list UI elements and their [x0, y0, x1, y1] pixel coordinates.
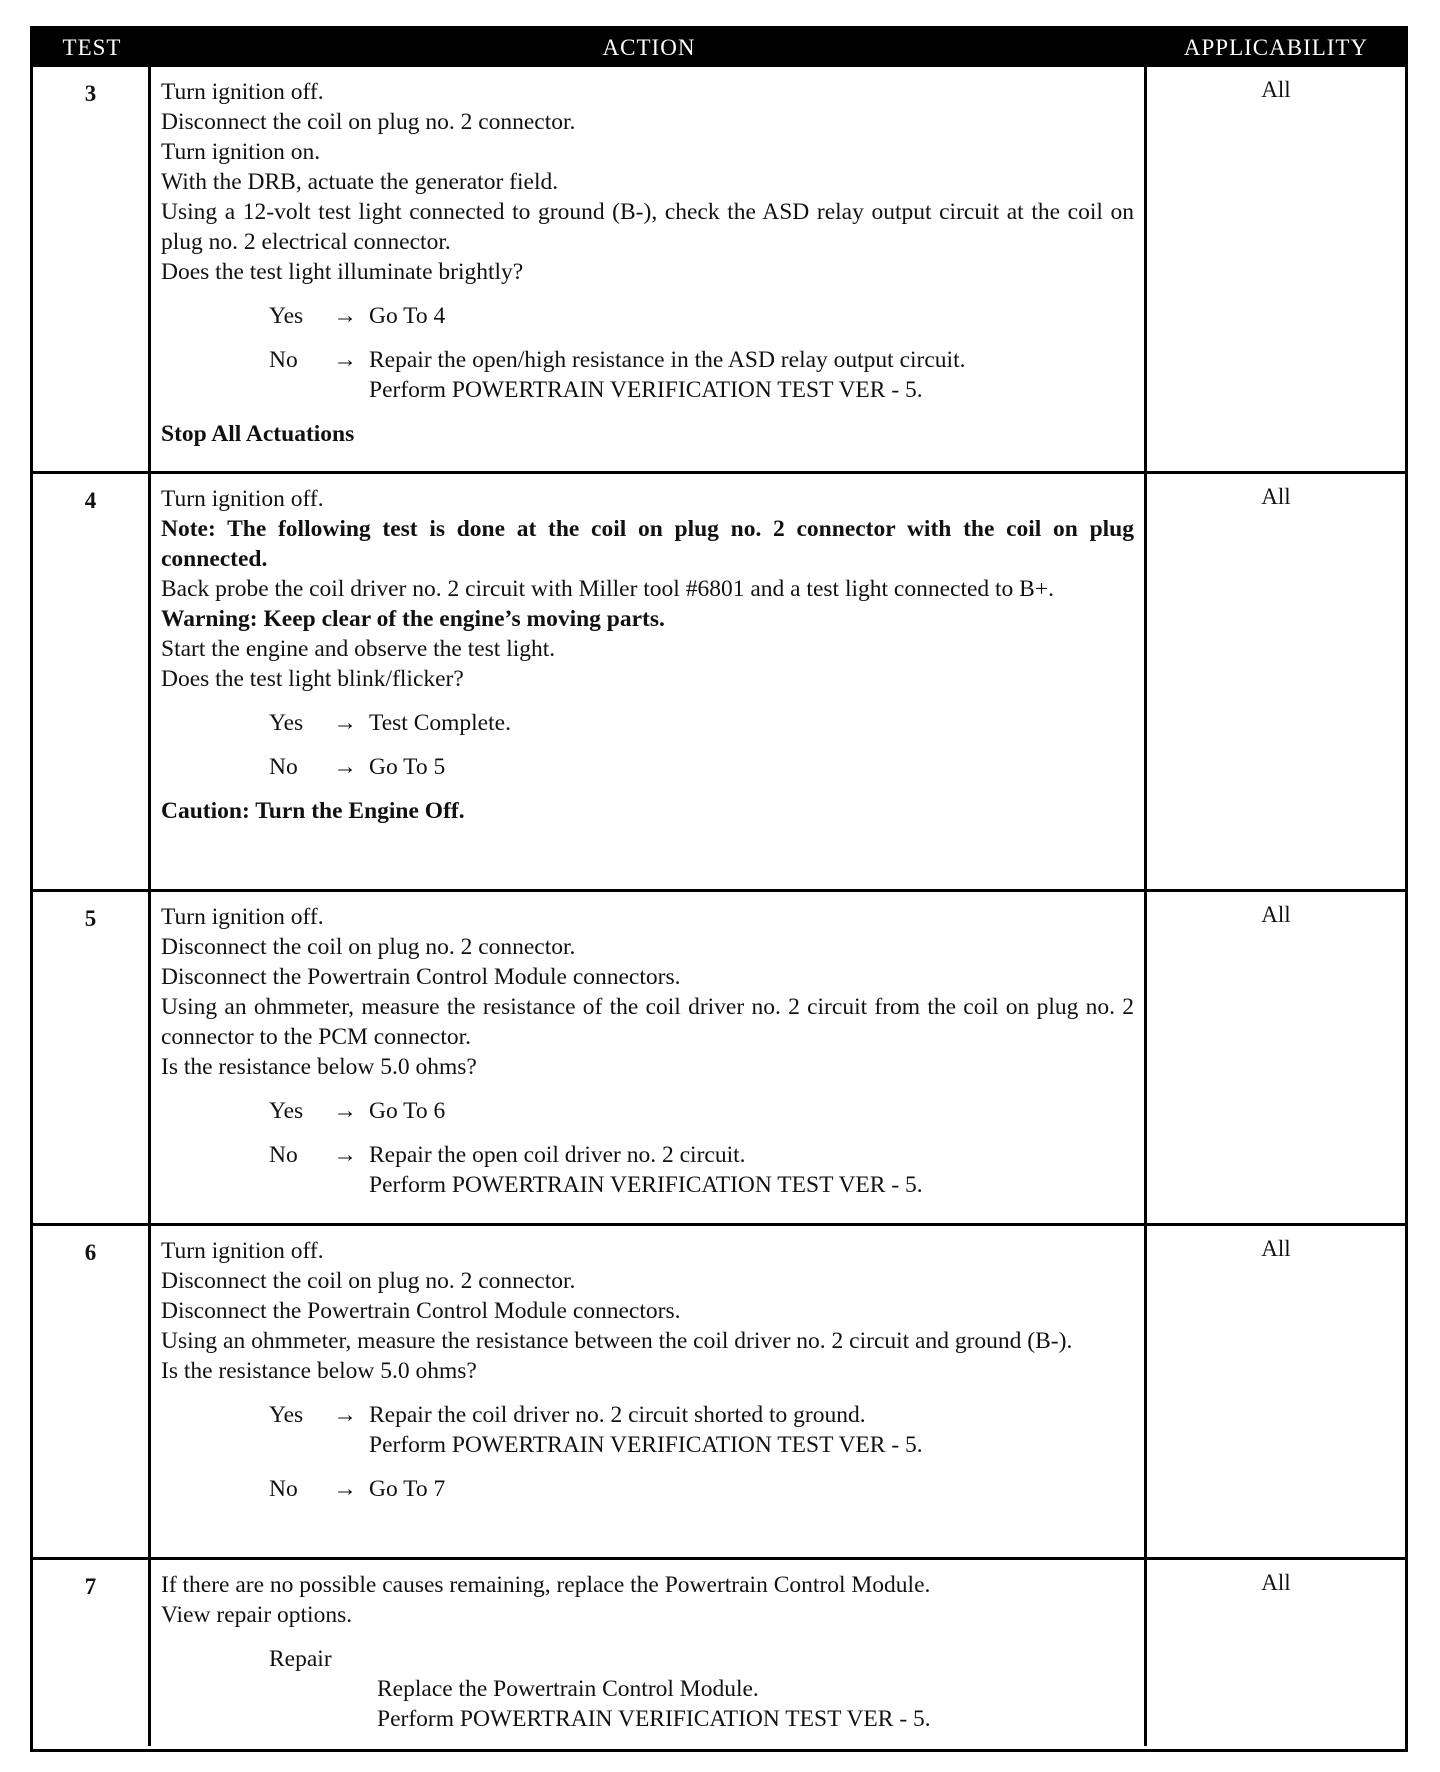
- test-number: 4: [33, 474, 151, 889]
- action-line: Turn ignition on.: [161, 139, 321, 165]
- arrow-icon: →: [333, 1098, 357, 1124]
- action-line: Start the engine and observe the test light.: [161, 636, 556, 662]
- applicability: All: [1261, 77, 1291, 102]
- action-line: If there are no possible causes remaining, replace the Powertrain Control Module.: [161, 1572, 931, 1598]
- action-line: Back probe the coil driver no. 2 circuit with Miller tool #6801 and a test light connected to B+.: [161, 576, 1054, 602]
- action-line: View repair options.: [161, 1602, 353, 1628]
- yes-text: [369, 1400, 1134, 1460]
- no-text: [369, 1140, 1134, 1200]
- no-label: No: [269, 1476, 298, 1502]
- row-footer: Stop All Actuations: [161, 421, 355, 447]
- action-line: Turn ignition off.: [161, 904, 324, 930]
- action-line: With the DRB, actuate the generator field.: [161, 169, 559, 195]
- action-cell: [151, 67, 1147, 471]
- action-cell: [151, 474, 1147, 889]
- diagnostic-table: [30, 26, 1408, 1752]
- no-label: No: [269, 1142, 298, 1168]
- warning-text: Warning: Keep clear of the engine’s moving parts.: [161, 606, 665, 632]
- header-test: TEST: [62, 35, 122, 60]
- test-number: 3: [33, 67, 151, 471]
- table-row: [33, 1223, 1405, 1557]
- yes-response: [161, 1400, 1134, 1460]
- action-line: Disconnect the coil on plug no. 2 connector.: [161, 109, 576, 135]
- action-line: Disconnect the coil on plug no. 2 connector.: [161, 934, 576, 960]
- repair-text: Perform POWERTRAIN VERIFICATION TEST VER - 5.: [377, 1706, 931, 1732]
- action-line: Disconnect the Powertrain Control Module connectors.: [161, 964, 681, 990]
- action-line: Turn ignition off.: [161, 1238, 324, 1264]
- table-row: [33, 471, 1405, 889]
- no-text-line: Perform POWERTRAIN VERIFICATION TEST VER - 5.: [369, 377, 923, 403]
- action-line: Does the test light illuminate brightly?: [161, 259, 524, 285]
- no-label: No: [269, 754, 298, 780]
- action-cell: [151, 1560, 1147, 1746]
- yes-response: [161, 1096, 1134, 1126]
- action-line: Is the resistance below 5.0 ohms?: [161, 1054, 477, 1080]
- action-line: Disconnect the coil on plug no. 2 connector.: [161, 1268, 576, 1294]
- action-line: Disconnect the Powertrain Control Module connectors.: [161, 1298, 681, 1324]
- yes-text: Test Complete.: [369, 710, 511, 736]
- arrow-icon: →: [333, 1476, 357, 1502]
- applicability: All: [1261, 484, 1291, 509]
- header-action: ACTION: [602, 35, 696, 60]
- no-text: Go To 5: [369, 754, 446, 780]
- no-response: [161, 752, 1134, 782]
- yes-label: Yes: [269, 710, 304, 736]
- arrow-icon: →: [333, 710, 357, 736]
- yes-text-line: Repair the coil driver no. 2 circuit shorted to ground.: [369, 1402, 866, 1428]
- no-text-line: Repair the open/high resistance in the ASD relay output circuit.: [369, 347, 966, 373]
- action-line: Turn ignition off.: [161, 79, 324, 105]
- no-text: [369, 345, 1134, 405]
- table-header: [33, 29, 1405, 67]
- applicability: All: [1261, 1570, 1291, 1595]
- action-cell: [151, 892, 1147, 1223]
- action-line: Is the resistance below 5.0 ohms?: [161, 1358, 477, 1384]
- action-line: Does the test light blink/flicker?: [161, 666, 464, 692]
- no-text-line: Repair the open coil driver no. 2 circuit.: [369, 1142, 746, 1168]
- repair-text: Replace the Powertrain Control Module.: [377, 1676, 759, 1702]
- no-response: [161, 1140, 1134, 1200]
- yes-label: Yes: [269, 1402, 304, 1428]
- action-line: Using an ohmmeter, measure the resistance of the coil driver no. 2 circuit from the coil on plug no. 2 connector to the PCM connector.: [161, 994, 1134, 1050]
- applicability: All: [1261, 902, 1291, 927]
- yes-label: Yes: [269, 1098, 304, 1124]
- arrow-icon: →: [333, 303, 357, 329]
- note-text: Note: The following test is done at the coil on plug no. 2 connector with the coil on plug connected.: [161, 516, 1134, 572]
- action-line: Using an ohmmeter, measure the resistance between the coil driver no. 2 circuit and ground (B-).: [161, 1328, 1073, 1354]
- test-number: 7: [33, 1560, 151, 1746]
- arrow-icon: →: [333, 347, 357, 373]
- yes-text: Go To 4: [369, 303, 446, 329]
- no-text-line: Perform POWERTRAIN VERIFICATION TEST VER - 5.: [369, 1172, 923, 1198]
- header-applicability: APPLICABILITY: [1183, 35, 1369, 60]
- action-cell: [151, 1226, 1147, 1557]
- repair-label: Repair: [269, 1646, 332, 1672]
- no-response: [161, 345, 1134, 405]
- arrow-icon: →: [333, 1142, 357, 1168]
- yes-text-line: Perform POWERTRAIN VERIFICATION TEST VER - 5.: [369, 1432, 923, 1458]
- table-row: [33, 1557, 1405, 1746]
- yes-response: [161, 301, 1134, 331]
- yes-response: [161, 708, 1134, 738]
- no-label: No: [269, 347, 298, 373]
- yes-label: Yes: [269, 303, 304, 329]
- no-text: Go To 7: [369, 1476, 446, 1502]
- table-row: [33, 67, 1405, 471]
- table-row: [33, 889, 1405, 1223]
- test-number: 5: [33, 892, 151, 1223]
- no-response: [161, 1474, 1134, 1504]
- action-line: Turn ignition off.: [161, 486, 324, 512]
- action-line: Using a 12-volt test light connected to ground (B-), check the ASD relay output circuit at the coil on plug no. 2 electrical connector.: [161, 199, 1134, 255]
- arrow-icon: →: [333, 754, 357, 780]
- arrow-icon: →: [333, 1402, 357, 1428]
- applicability: All: [1261, 1236, 1291, 1261]
- yes-text: Go To 6: [369, 1098, 446, 1124]
- test-number: 6: [33, 1226, 151, 1557]
- row-footer: Caution: Turn the Engine Off.: [161, 798, 465, 824]
